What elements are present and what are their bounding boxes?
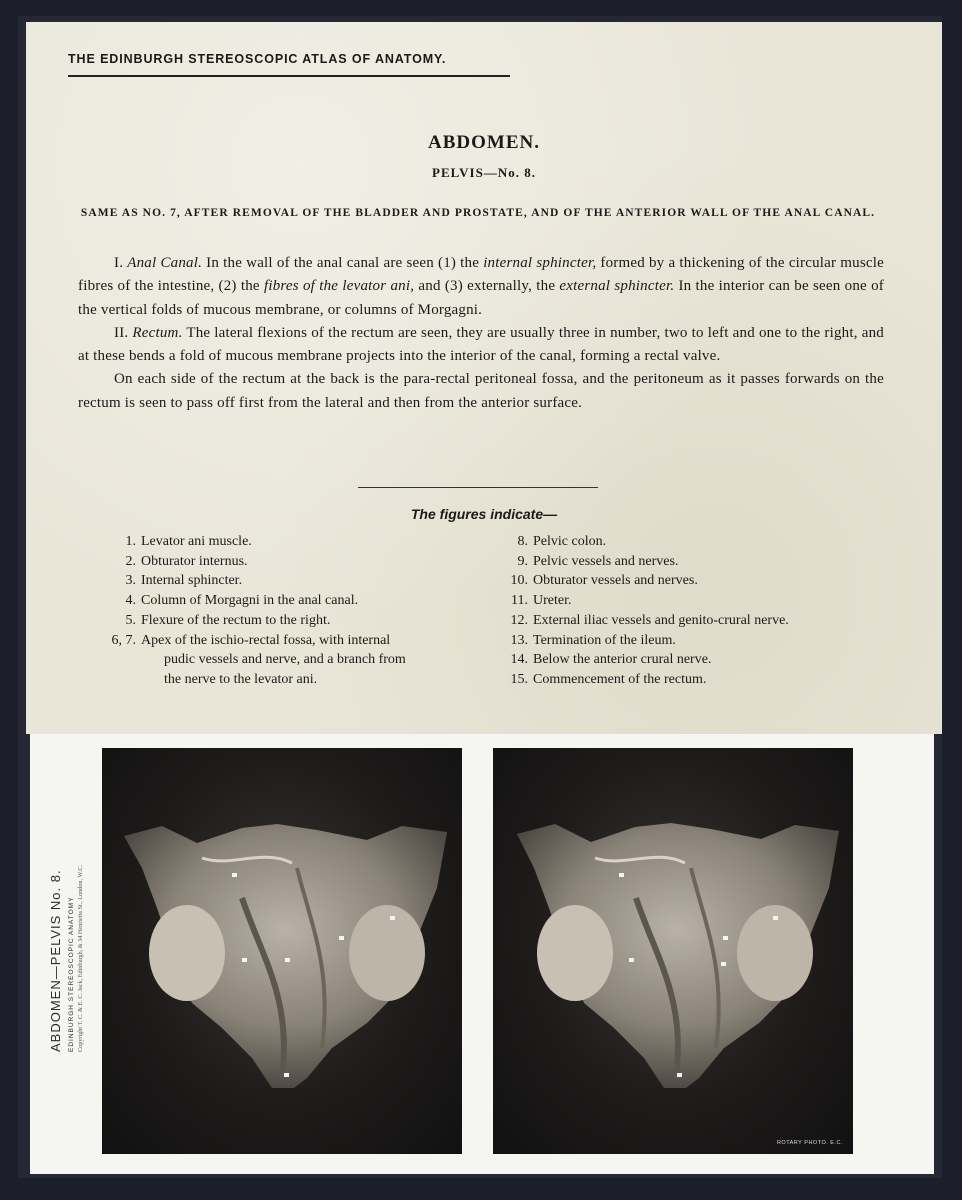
paragraph-peritoneum: On each side of the rectum at the back is the para-rectal peritoneal fossa, and the peritoneum as it passes forwards on the rectum is seen to pass off first from the lateral and then from the anterior surface. — [78, 371, 884, 411]
list-item: 2. Obturator internus. — [125, 553, 248, 569]
section-divider — [358, 487, 598, 488]
stereo-photo-left — [102, 748, 462, 1154]
list-item: 6, 7. Apex of the ischio-rectal fossa, with internal — [111, 632, 391, 648]
section-title: ABDOMEN. — [428, 132, 540, 153]
paragraph-rectum: II. Rectum. The lateral flexions of the rectum are seen, they are usually three in number, two to left and one to the right, and at these bends a fold of mucous membrane projects into the interior of the canal, forming a rectal valve. — [78, 324, 884, 365]
section-subtitle: PELVIS—No. 8. — [432, 165, 536, 180]
photo-credit: ROTARY PHOTO. E.C. — [776, 1140, 843, 1146]
list-item: 10. Obturator vessels and nerves. — [510, 573, 698, 589]
figures-list-left — [106, 532, 506, 690]
plate-caption: SAME AS NO. 7, AFTER REMOVAL OF THE BLADDER AND PROSTATE, AND OF THE ANTERIOR WALL OF THE ANAL CANAL. — [80, 207, 876, 219]
list-item: 5. Flexure of the rectum to the right. — [125, 612, 331, 628]
figures-heading: The figures indicate— — [410, 506, 558, 522]
stereo-photo-right — [493, 748, 853, 1154]
pelvis-specimen-image — [493, 748, 853, 1154]
header-rule — [68, 75, 510, 77]
pelvis-specimen-image — [102, 748, 462, 1154]
card-copyright: Copyright T. C. & E. C. Jack, Edinburgh, & 34 Henrietta St., London, W.C. — [77, 865, 84, 1052]
list-item: 13. Termination of the ileum. — [510, 632, 676, 648]
card-side-title: ABDOMEN—PELVIS No. 8. — [48, 869, 63, 1052]
atlas-header: THE EDINBURGH STEREOSCOPIC ATLAS OF ANATOMY. — [68, 52, 447, 66]
list-item: 14. Below the anterior crural nerve. — [510, 652, 712, 668]
figures-list-right — [492, 532, 912, 690]
list-item: 3. Internal sphincter. — [125, 573, 243, 589]
description-sheet — [26, 22, 942, 734]
stereo-photo-card — [30, 734, 934, 1174]
list-item-continuation: pudic vessels and nerve, and a branch from — [164, 652, 406, 668]
list-item: 12. External iliac vessels and genito-crural nerve. — [510, 612, 789, 628]
list-item: 8. Pelvic colon. — [517, 534, 607, 549]
list-item: 9. Pelvic vessels and nerves. — [517, 553, 679, 569]
list-item: 1. Levator ani muscle. — [125, 534, 252, 549]
card-side-label — [48, 865, 84, 1052]
list-item-continuation: the nerve to the levator ani. — [164, 671, 318, 687]
card-side-subtitle: EDINBURGH STEREOSCOPIC ANATOMY — [68, 896, 75, 1052]
description-body — [78, 252, 884, 415]
paragraph-anal-canal: I. Anal Canal. In the wall of the anal canal are seen (1) the internal sphincter, formed by a thickening of the circular muscle fibres of the intestine, (2) the fibres of the levator ani, and (3) externally, the external sphincter. In the interior can be seen one of the vertical folds of mucous membrane, or columns of Morgagni. — [78, 255, 885, 318]
list-item: 4. Column of Morgagni in the anal canal. — [125, 593, 359, 609]
list-item: 15. Commencement of the rectum. — [510, 671, 707, 687]
list-item: 11. Ureter. — [511, 593, 572, 609]
